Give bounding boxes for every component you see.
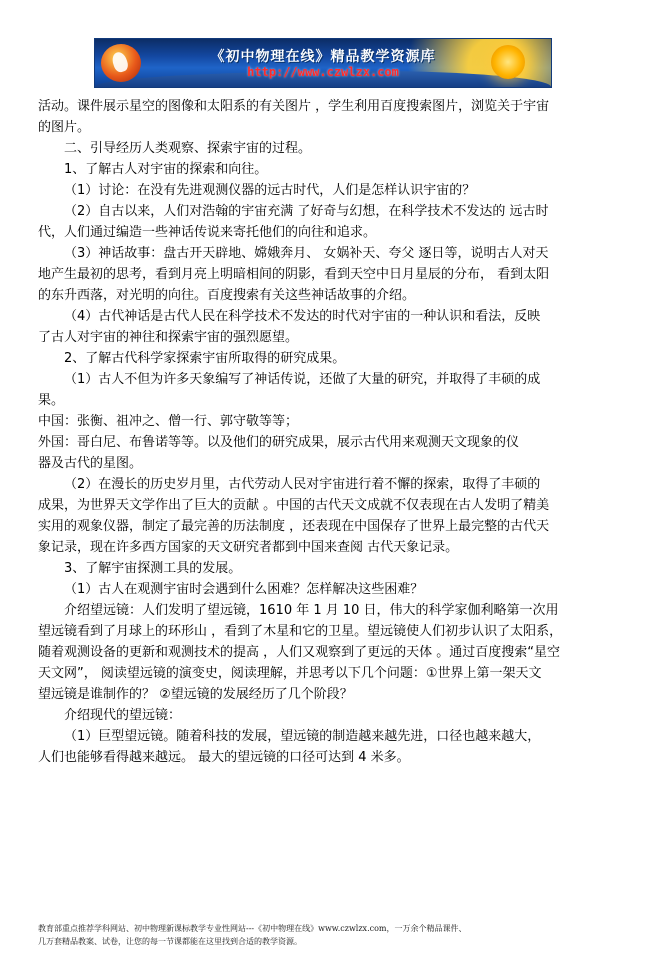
- document-paragraph: 中国：张衡、祖冲之、僧一行、郭守敬等等；: [38, 414, 299, 429]
- document-paragraph: （1）讨论：在没有先进观测仪器的远古时代，人们是怎样认识宇宙的？: [64, 183, 476, 198]
- document-paragraph: 随着观测设备的更新和观测技术的提高 ，人们又观察到了更远的天体 。通过百度搜索“星空: [38, 645, 561, 660]
- document-body: [38, 96, 623, 768]
- document-paragraph: 代，人们通过编造一些神话传说来寄托他们的向往和追求。: [38, 225, 377, 240]
- document-paragraph: 介绍望远镜：人们发明了望远镜，1610 年 1 月 10 日，伟大的科学家伽利略第一次用: [64, 603, 559, 618]
- document-paragraph: 2、了解古代科学家探索宇宙所取得的研究成果。: [64, 351, 346, 366]
- document-paragraph: （2）自古以来，人们对浩翰的宇宙充满 了好奇与幻想，在科学技术不发达的 远古时: [64, 204, 549, 219]
- banner-title: 《初中物理在线》精品教学资源库: [210, 49, 436, 65]
- document-paragraph: 1、了解古人对宇宙的探索和向往。: [64, 162, 268, 177]
- document-paragraph: （1）古人不但为许多天象编写了神话传说，还做了大量的研究，并取得了丰硕的成: [64, 372, 541, 387]
- document-paragraph: 器及古代的星图。: [38, 456, 143, 471]
- document-paragraph: 外国：哥白尼、布鲁诺等等。以及他们的研究成果，展示古代用来观测天文现象的仪: [38, 435, 520, 450]
- document-paragraph: 了古人对宇宙的神往和探索宇宙的强烈愿望。: [38, 330, 299, 345]
- document-paragraph: 介绍现代的望远镜：: [64, 708, 182, 723]
- document-page: [0, 38, 661, 974]
- site-banner: [38, 38, 623, 86]
- page-footer: [38, 922, 623, 948]
- document-paragraph: 果。: [38, 393, 65, 408]
- document-paragraph: 象记录，现在许多西方国家的天文研究者都到中国来查阅 古代天象记录。: [38, 540, 459, 555]
- document-paragraph: 望远镜是谁制作的？ ②望远镜的发展经历了几个阶段？: [38, 687, 353, 702]
- document-paragraph: 3、了解宇宙探测工具的发展。: [64, 561, 242, 576]
- document-paragraph: 活动。课件展示星空的图像和太阳系的有关图片 ，学生利用百度搜索图片，浏览关于宇宙: [38, 99, 550, 114]
- footer-line-1: 教育部重点推荐学科网站、初中物理新课标教学专业性网站---《初中物理在线》www.czwlzx.com，一万余个精品课件、: [38, 924, 467, 933]
- document-paragraph: 成果，为世界天文学作出了巨大的贡献 。中国的古代天文成就不仅表现在古人发明了精美: [38, 498, 550, 513]
- document-paragraph: （3）神话故事：盘古开天辟地、嫦娥奔月、 女娲补天、夸父 逐日等，说明古人对天: [64, 246, 549, 261]
- document-paragraph: （1）古人在观测宇宙时会遇到什么困难？怎样解决这些困难？: [64, 582, 424, 597]
- document-paragraph: 天文网”， 阅读望远镜的演变史，阅读理解，并思考以下几个问题：①世界上第一架天文: [38, 666, 542, 681]
- document-paragraph: 二、引导经历人类观察、探索宇宙的过程。: [64, 141, 312, 156]
- document-paragraph: （4）古代神话是古代人民在科学技术不发达的时代对宇宙的一种认识和看法，反映: [64, 309, 541, 324]
- document-paragraph: 望远镜看到了月球上的环形山 ，看到了木星和它的卫星。望远镜使人们初步认识了太阳系，: [38, 624, 563, 639]
- document-paragraph: 地产生最初的思考，看到月亮上明暗相间的阴影，看到天空中日月星辰的分布， 看到太阳: [38, 267, 550, 282]
- document-paragraph: （2）在漫长的历史岁月里，古代劳动人民对宇宙进行着不懈的探索，取得了丰硕的: [64, 477, 541, 492]
- document-paragraph: 实用的观象仪器，制定了最完善的历法制度 ，还表现在中国保存了世界上最完整的古代天: [38, 519, 550, 534]
- document-paragraph: 人们也能够看得越来越远。 最大的望远镜的口径可达到 4 米多。: [38, 750, 410, 765]
- document-paragraph: 的图片。: [38, 120, 91, 135]
- document-paragraph: （1）巨型望远镜。随着科技的发展，望远镜的制造越来越先进，口径也越来越大，: [64, 729, 541, 744]
- banner-image: [94, 38, 552, 88]
- document-paragraph: 的东升西落，对光明的向往。百度搜索有关这些神话故事的介绍。: [38, 288, 416, 303]
- banner-url: http://www.czwlzx.com: [247, 65, 399, 79]
- footer-line-2: 几万套精品教案、试卷，让您的每一节课都能在这里找到合适的教学资源。: [38, 937, 302, 946]
